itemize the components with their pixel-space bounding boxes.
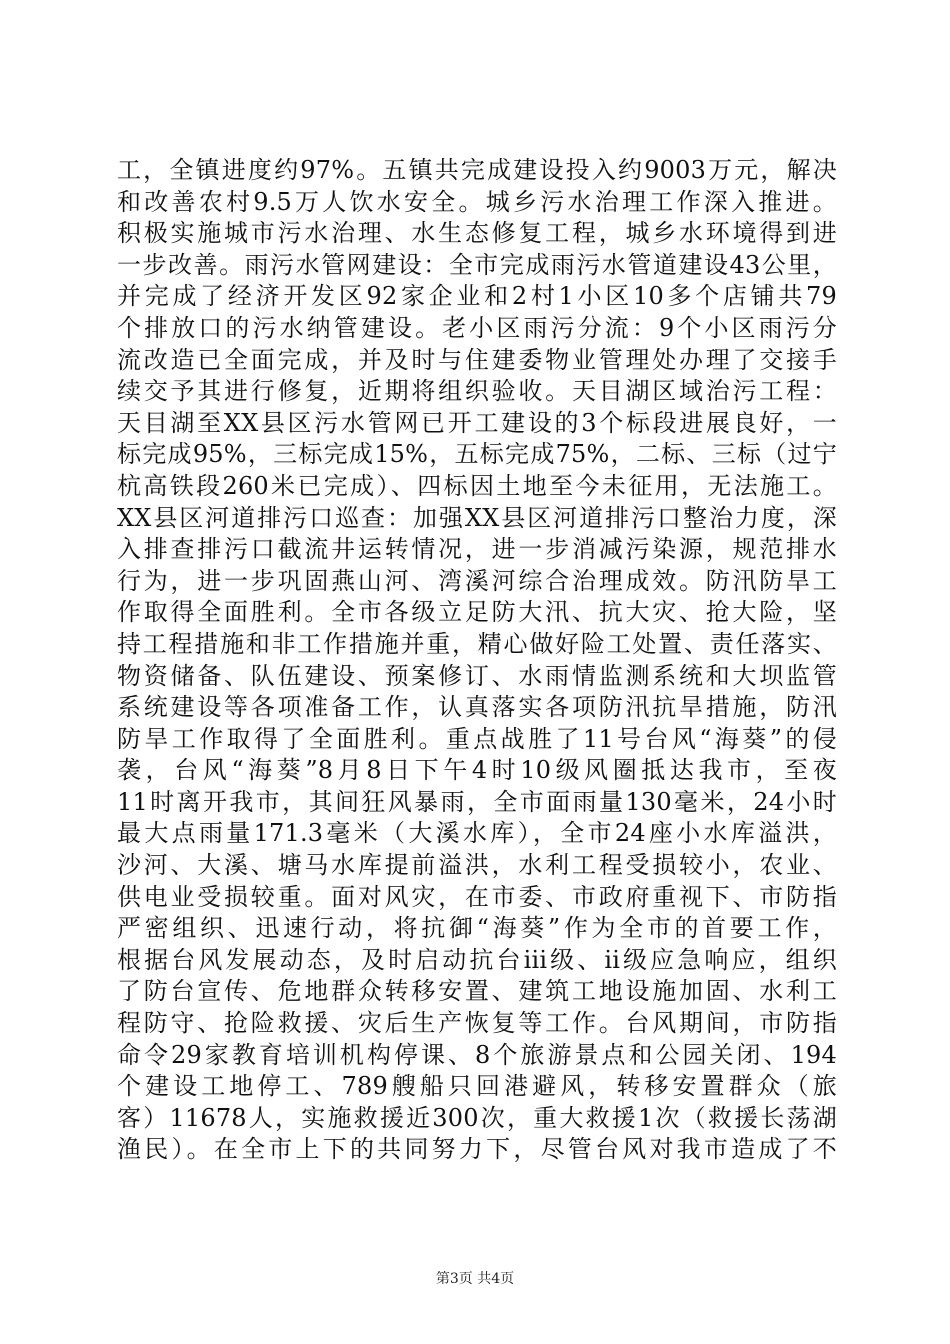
text-line: 供电业受损较重。面对风灾，在市委、市政府重视下、市防指 (117, 882, 837, 911)
text-line: 工，全镇进度约97%。五镇共完成建设投入约9003万元，解决 (117, 156, 837, 184)
text-line: 个建设工地停工、789艘船只回港避风，转移安置群众（旅 (117, 1072, 837, 1101)
text-line: 标完成95%，三标完成15%，五标完成75%，二标、三标（过宁 (117, 440, 837, 469)
text-line: 持工程措施和非工作措施并重，精心做好险工处置、责任落实、 (117, 629, 837, 658)
text-line: 天目湖至XX县区污水管网已开工建设的3个标段进展良好，一 (117, 408, 837, 437)
text-line: 杭高铁段260米已完成）、四标因土地至今未征用，无法施工。 (117, 471, 837, 500)
text-line: 作取得全面胜利。全市各级立足防大汛、抗大灾、抢大险，坚 (117, 598, 837, 627)
text-line: 行为，进一步巩固燕山河、湾溪河综合治理成效。防汛防旱工 (117, 566, 837, 595)
text-line: 命令29家教育培训机构停课、8个旅游景点和公园关闭、194 (117, 1040, 837, 1069)
text-line: XX县区河道排污口巡查：加强XX县区河道排污口整治力度，深 (117, 503, 837, 532)
text-line: 入排查排污口截流井运转情况，进一步消减污染源，规范排水 (117, 535, 837, 564)
text-line: 流改造已全面完成，并及时与住建委物业管理处办理了交接手 (117, 345, 837, 374)
body-paragraph (117, 155, 837, 1166)
text-line: 11时离开我市，其间狂风暴雨，全市面雨量130毫米，24小时 (117, 787, 837, 816)
text-line: 个排放口的污水纳管建设。老小区雨污分流：9个小区雨污分 (117, 313, 837, 342)
text-line: 严密组织、迅速行动，将抗御“海葵”作为全市的首要工作， (117, 914, 837, 943)
text-line: 系统建设等各项准备工作，认真落实各项防汛抗旱措施，防汛 (117, 693, 837, 722)
text-line: 程防守、抢险救援、灾后生产恢复等工作。台风期间，市防指 (117, 1009, 837, 1038)
text-line: 最大点雨量171.3毫米（大溪水库），全市24座小水库溢洪， (117, 819, 837, 848)
text-line: 渔民）。在全市上下的共同努力下，尽管台风对我市造成了不 (117, 1135, 837, 1164)
text-line: 一步改善。雨污水管网建设：全市完成雨污水管道建设43公里， (117, 250, 837, 279)
text-line: 续交予其进行修复，近期将组织验收。天目湖区域治污工程： (117, 377, 837, 406)
text-line: 积极实施城市污水治理、水生态修复工程，城乡水环境得到进 (117, 219, 837, 248)
text-line: 防旱工作取得了全面胜利。重点战胜了11号台风“海葵”的侵 (117, 724, 837, 753)
text-line: 客）11678人，实施救援近300次，重大救援1次（救援长荡湖 (117, 1103, 837, 1132)
text-line: 了防台宣传、危地群众转移安置、建筑工地设施加固、水利工 (117, 977, 837, 1006)
page-footer: 第3页 共4页 (435, 1271, 515, 1287)
text-line: 和改善农村9.5万人饮水安全。城乡污水治理工作深入推进。 (117, 187, 837, 216)
text-line: 并完成了经济开发区92家企业和2村1小区10多个店铺共79 (117, 282, 837, 311)
text-line: 袭，台风“海葵”8月8日下午4时10级风圈抵达我市，至夜 (117, 756, 837, 785)
text-line: 沙河、大溪、塘马水库提前溢洪，水利工程受损较小，农业、 (117, 851, 837, 880)
text-line: 根据台风发展动态，及时启动抗台iii级、ii级应急响应，组织 (117, 945, 837, 974)
text-line: 物资储备、队伍建设、预案修订、水雨情监测系统和大坝监管 (117, 661, 837, 690)
